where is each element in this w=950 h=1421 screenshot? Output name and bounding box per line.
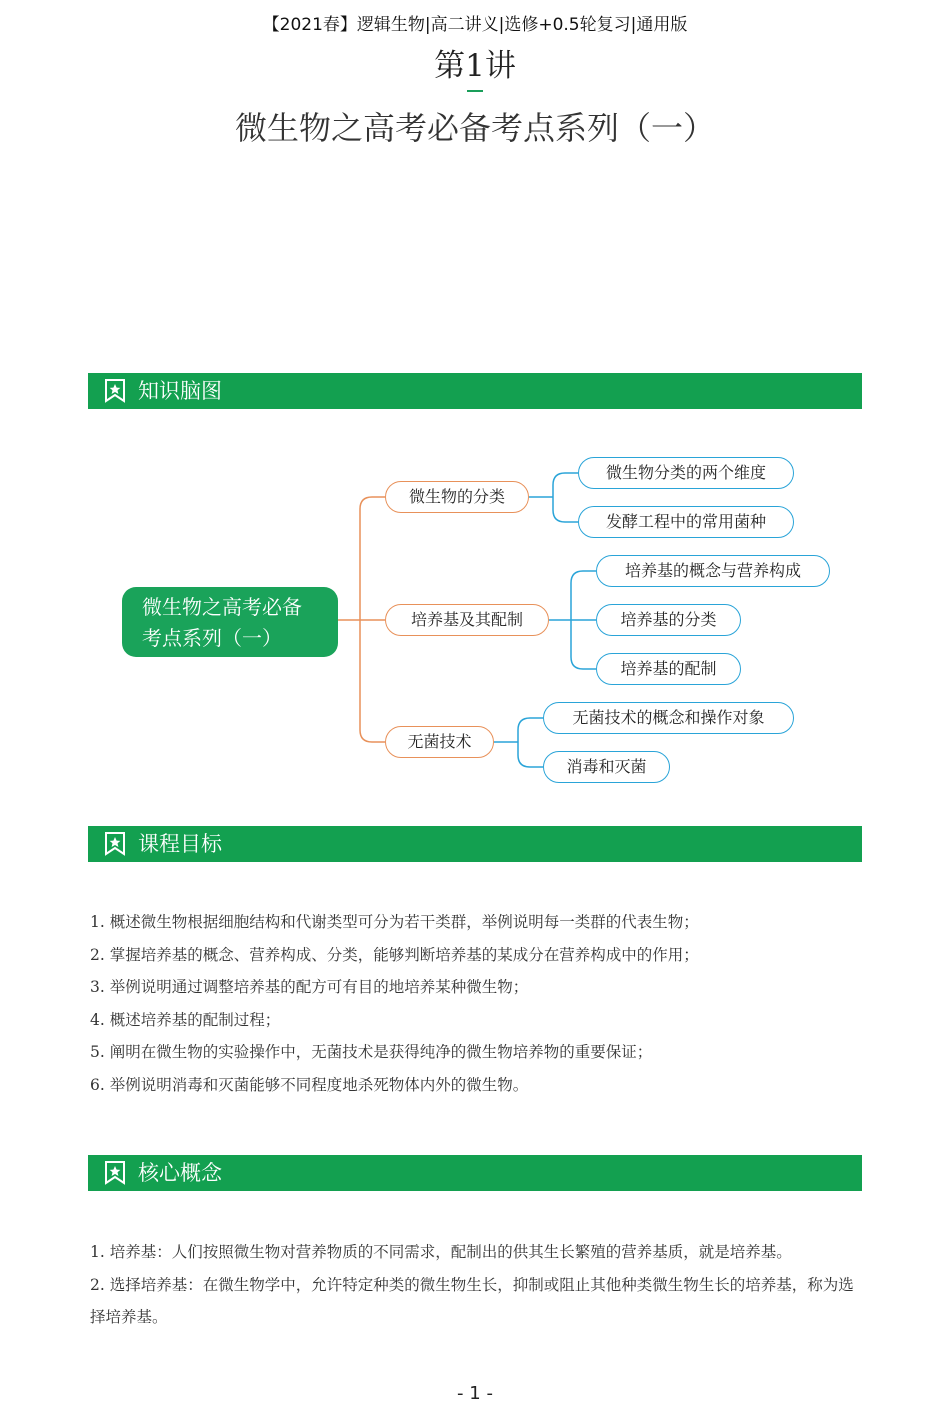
lecture-number: 第1讲 bbox=[434, 48, 516, 84]
mindmap-leaf: 无菌技术的概念和操作对象 bbox=[543, 702, 794, 734]
section-header-mindmap bbox=[88, 373, 862, 409]
bookmark-star-icon bbox=[104, 379, 126, 403]
document-series-title: 【2021春】逻辑生物|高二讲义|选修+0.5轮复习|通用版 bbox=[262, 15, 688, 35]
section-title: 核心概念 bbox=[138, 1161, 222, 1185]
list-item: 2. 选择培养基：在微生物学中，允许特定种类的微生物生长，抑制或阻止其他种类微生物生长的培养基，称为选择培养基。 bbox=[90, 1275, 854, 1327]
mindmap-leaf: 培养基的概念与营养构成 bbox=[596, 555, 830, 587]
mindmap-leaf: 微生物分类的两个维度 bbox=[578, 457, 794, 489]
mindmap-leaf: 培养基的配制 bbox=[596, 653, 741, 685]
mindmap-root-line1: 微生物之高考必备 bbox=[142, 595, 302, 619]
list-item: 6. 举例说明消毒和灭菌能够不同程度地杀死物体内外的微生物。 bbox=[90, 1075, 529, 1094]
section-title: 课程目标 bbox=[138, 832, 222, 856]
page-number: - 1 - bbox=[457, 1383, 493, 1404]
section-title: 知识脑图 bbox=[138, 379, 222, 403]
goals-list bbox=[90, 906, 870, 1102]
section-header-goals bbox=[88, 826, 862, 862]
list-item: 5. 阐明在微生物的实验操作中，无菌技术是获得纯净的微生物培养物的重要保证； bbox=[90, 1043, 653, 1062]
mindmap-leaf: 发酵工程中的常用菌种 bbox=[578, 506, 794, 538]
mindmap-root-node bbox=[122, 587, 338, 657]
list-item: 3. 举例说明通过调整培养基的配方可有目的地培养某种微生物； bbox=[90, 978, 529, 997]
mindmap-root-line2: 考点系列（一） bbox=[142, 626, 282, 650]
mindmap-leaf: 消毒和灭菌 bbox=[543, 751, 670, 783]
list-item: 1. 概述微生物根据细胞结构和代谢类型可分为若干类群，举例说明每一类群的代表生物； bbox=[90, 913, 699, 931]
lecture-subtitle: 微生物之高考必备考点系列（一） bbox=[234, 109, 715, 147]
mindmap-branch-medium: 培养基及其配制 bbox=[385, 604, 549, 636]
mindmap-branch-classification: 微生物的分类 bbox=[385, 481, 529, 513]
list-item: 2. 掌握培养基的概念、营养构成、分类，能够判断培养基的某成分在营养构成中的作用； bbox=[90, 945, 699, 964]
mindmap-branch-aseptic: 无菌技术 bbox=[385, 726, 494, 758]
mindmap-leaf: 培养基的分类 bbox=[596, 604, 741, 636]
list-item: 4. 概述培养基的配制过程； bbox=[90, 1010, 281, 1029]
bookmark-star-icon bbox=[104, 832, 126, 856]
bookmark-star-icon bbox=[104, 1161, 126, 1185]
section-header-concepts bbox=[88, 1155, 862, 1191]
concepts-list bbox=[90, 1236, 862, 1334]
list-item: 1. 培养基：人们按照微生物对营养物质的不同需求，配制出的供其生长繁殖的营养基质，就是培养基。 bbox=[90, 1243, 792, 1261]
title-divider bbox=[467, 90, 483, 92]
